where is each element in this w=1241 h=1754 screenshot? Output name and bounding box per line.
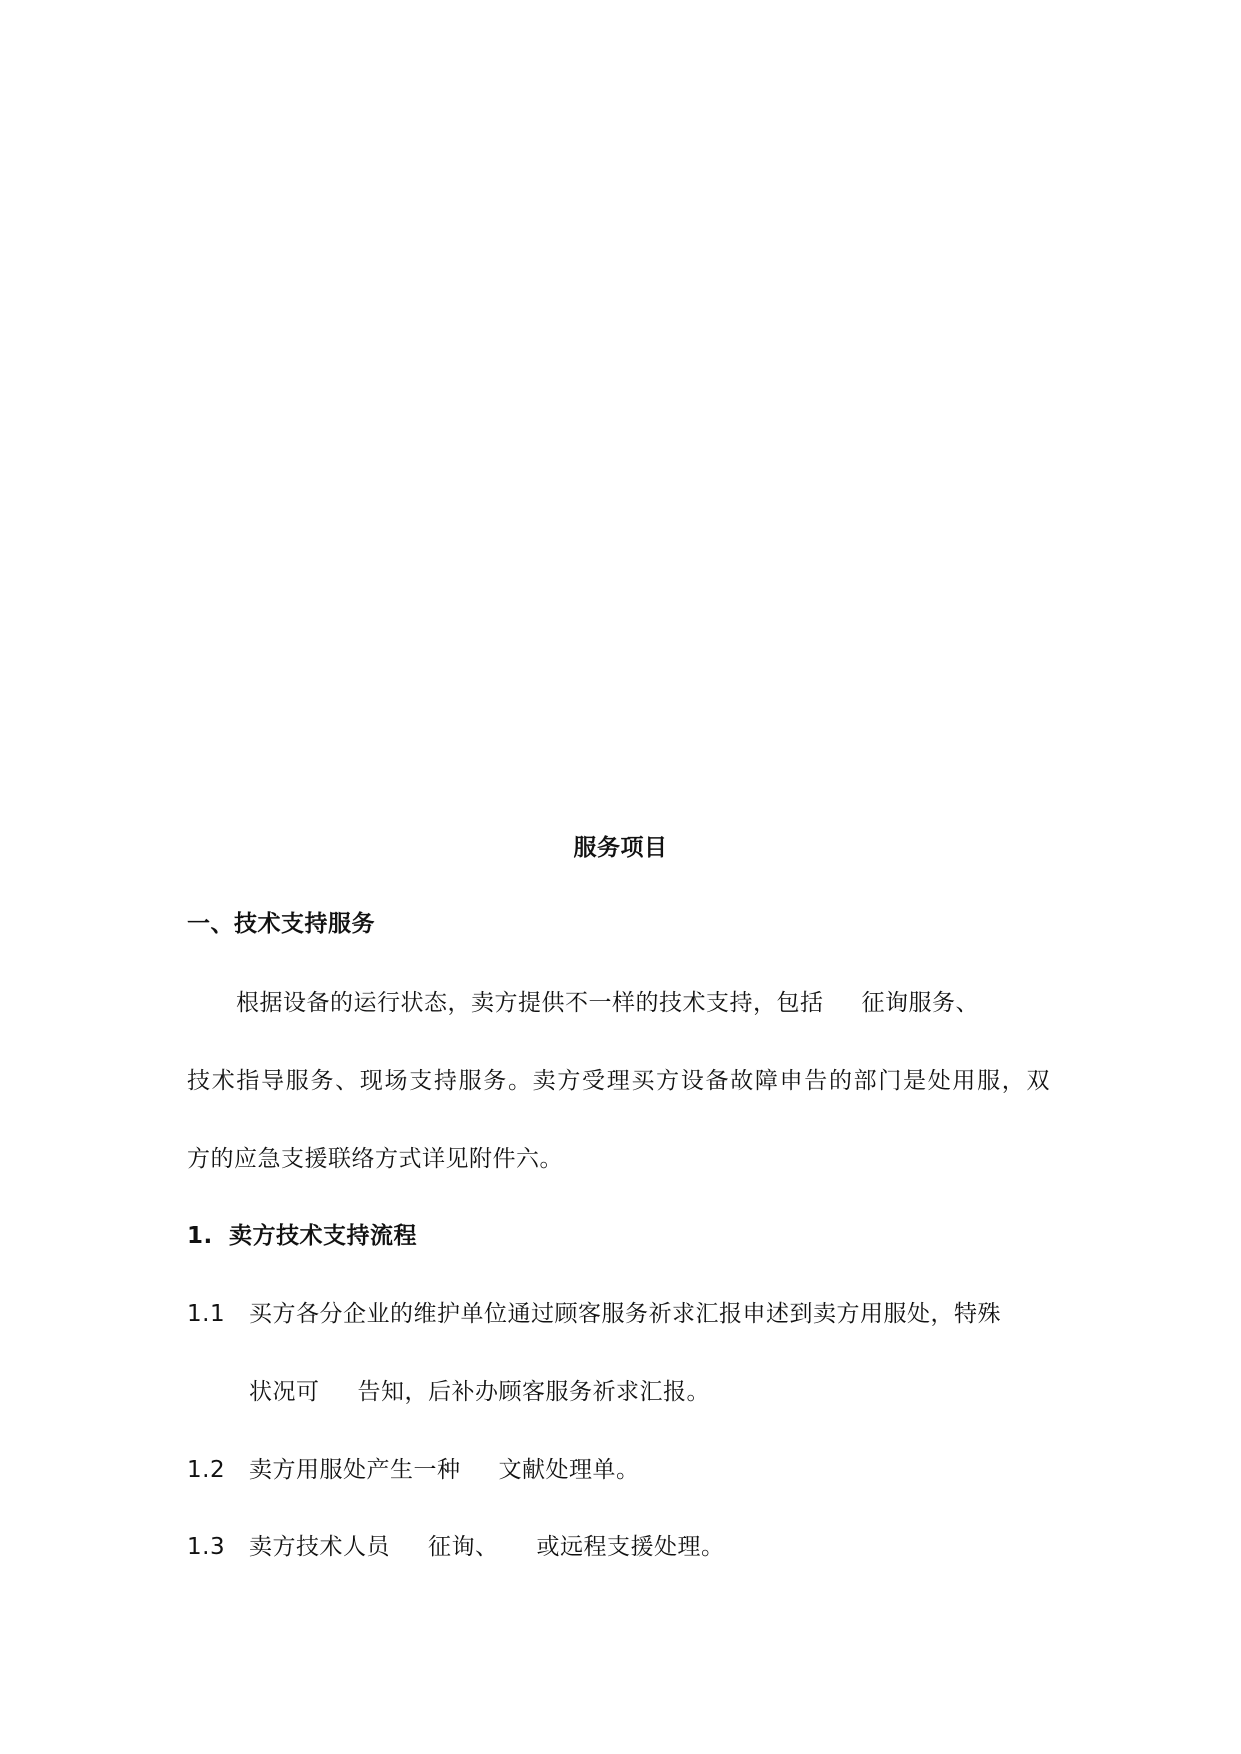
page-title: 服务项目 [573,835,668,861]
subsection-number: 1. [187,1223,213,1249]
paragraph-line-1-part-1: 根据设备的运行状态，卖方提供不一样的技术支持，包括 [236,990,824,1016]
list-item-number: 1.1 [187,1301,226,1327]
list-item-text: 征询、 [428,1534,499,1560]
paragraph-line-1 [236,988,979,1018]
section-heading: 一、技术支持服务 [187,911,375,937]
paragraph-line-1-part-2: 征询服务、 [861,990,979,1016]
list-item-text: 或远程支援处理。 [536,1534,725,1560]
list-item-continuation [249,1377,710,1407]
paragraph-line-3: 方的应急支援联络方式详见附件六。 [187,1146,563,1172]
list-item-text: 卖方技术人员 [249,1534,390,1560]
list-item-number: 1.2 [187,1457,226,1483]
list-item [187,1455,640,1485]
list-item-number: 1.3 [187,1534,226,1560]
subsection-heading [187,1221,417,1251]
list-item [187,1299,1001,1329]
list-item-text: 状况可 [249,1379,320,1405]
subsection-title: 卖方技术支持流程 [229,1223,417,1249]
list-item-text: 卖方用服处产生一种 [249,1457,461,1483]
list-item [187,1532,725,1562]
list-item-text: 买方各分企业的维护单位通过顾客服务祈求汇报申述到卖方用服处，特殊 [249,1301,1001,1327]
paragraph-line-2: 技术指导服务、现场支持服务。卖方受理买方设备故障申告的部门是处用服，双 [187,1068,1050,1094]
list-item-text: 文献处理单。 [498,1457,640,1483]
list-item-text: 告知，后补办顾客服务祈求汇报。 [357,1379,710,1405]
